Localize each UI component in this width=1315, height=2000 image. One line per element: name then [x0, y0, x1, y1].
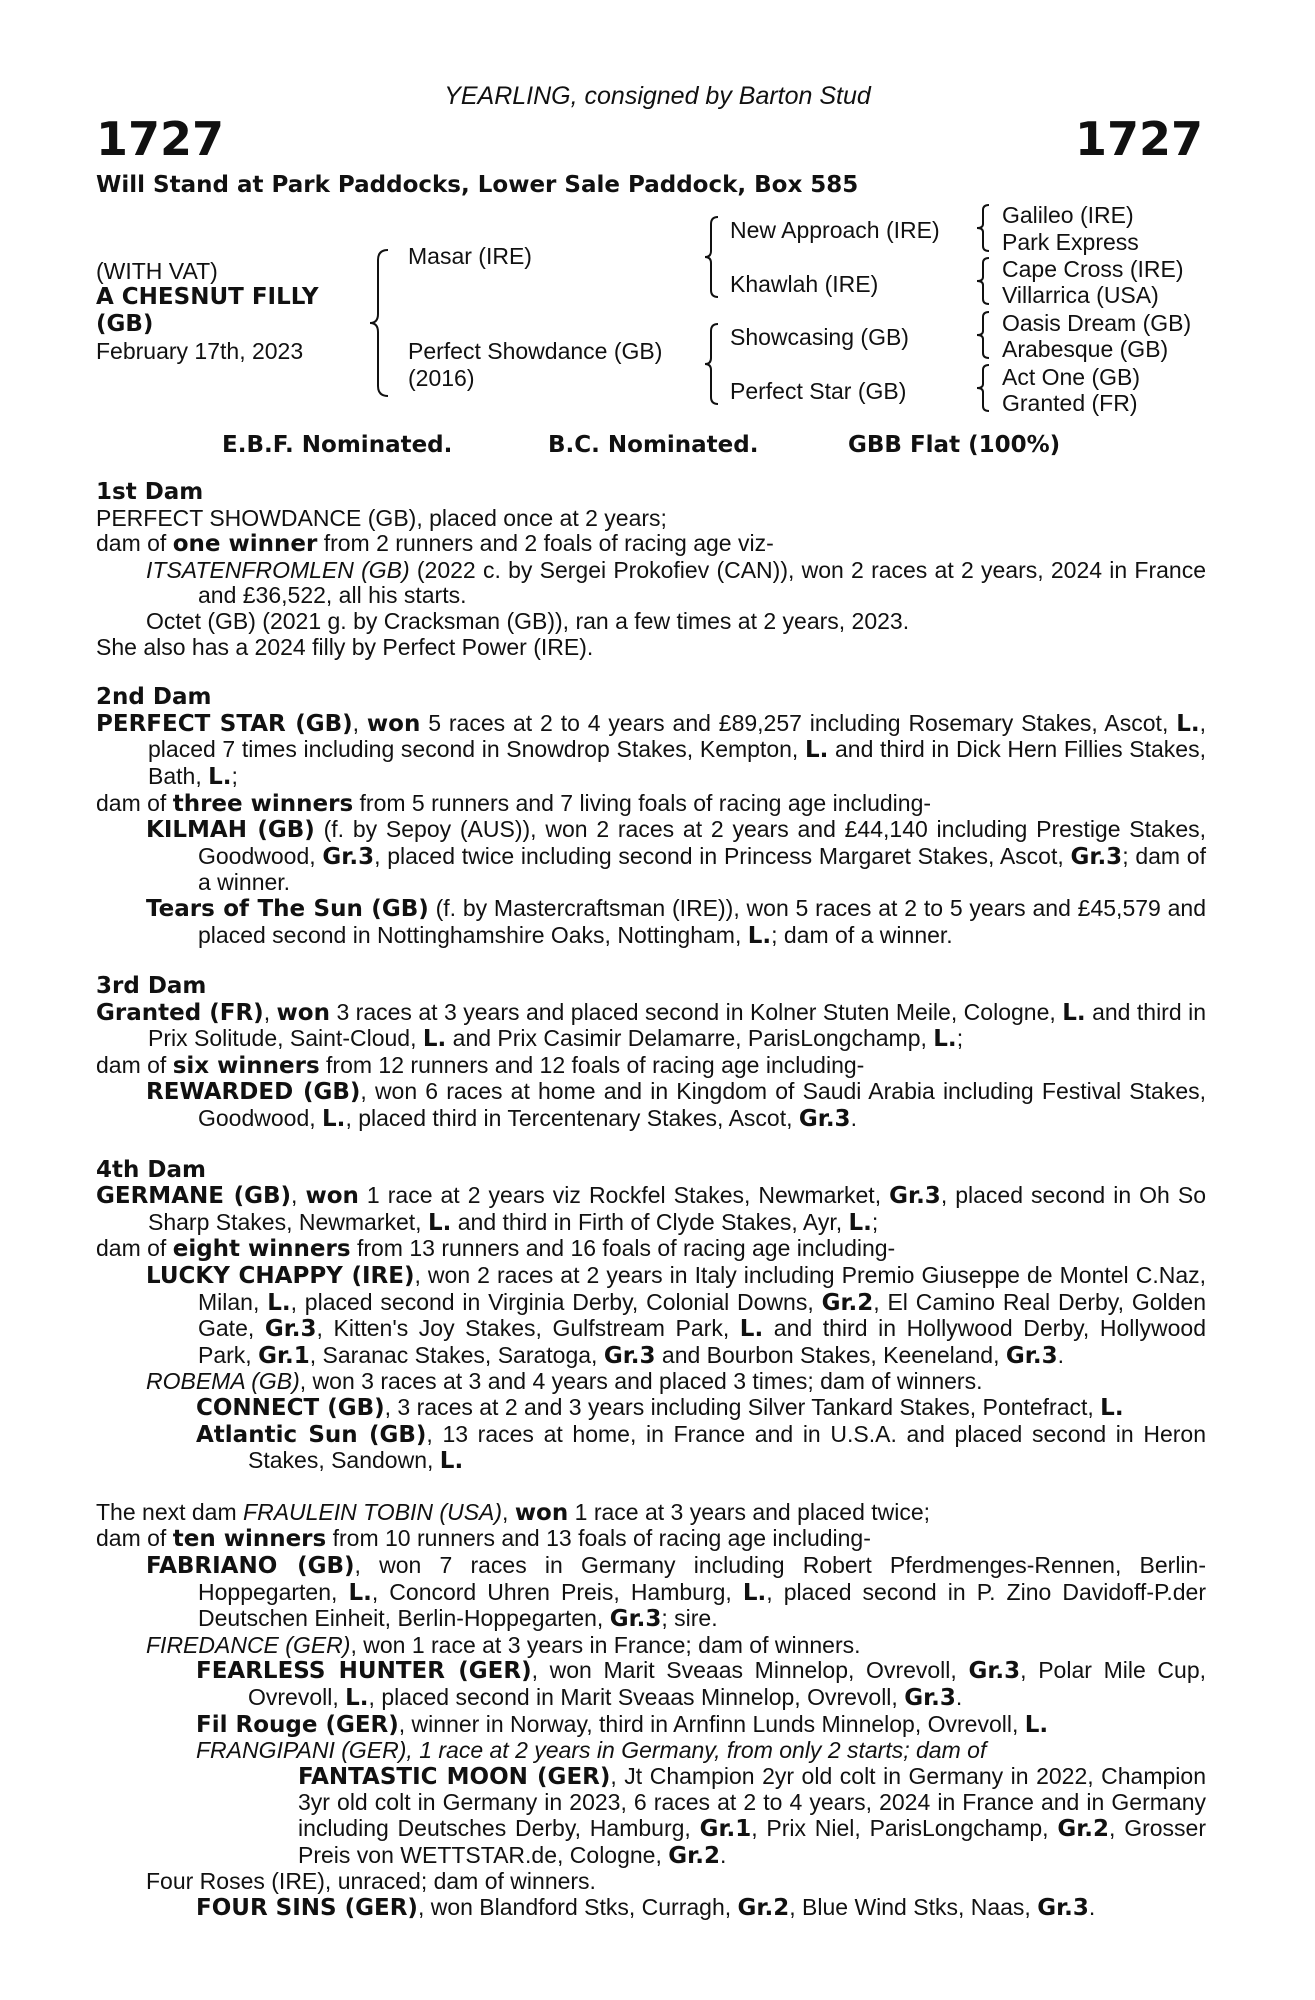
first-dam-entry-1: ITSATENFROMLEN (GB) (2022 c. by Sergei Prokofiev (CAN)), won 2 races at 2 years, 2024 in France and £36,522, all his starts.	[146, 556, 1206, 609]
fourth-dam-entry-2: ROBEMA (GB), won 3 races at 3 and 4 years and placed 3 times; dam of winners.	[146, 1368, 983, 1395]
fourth-dam-entry-4: Atlantic Sun (GB), 13 races at home, in France and in U.S.A. and placed second in Heron Stakes, Sandown, L.	[196, 1420, 1206, 1475]
fourth-dam-section	[96, 1158, 1206, 1475]
third-dam-section	[96, 974, 1206, 1133]
first-dam-summary: PERFECT SHOWDANCE (GB), placed once at 2 years;	[96, 504, 667, 531]
next-dam-section	[96, 1500, 1206, 1922]
first-dam-also: She also has a 2024 filly by Perfect Power (IRE).	[96, 633, 594, 660]
dam-year: (2016)	[408, 365, 475, 391]
catalogue-body	[96, 480, 1206, 1946]
ancestor-1: Galileo (IRE)	[1002, 202, 1134, 228]
second-dam-entry-2: Tears of The Sun (GB) (f. by Mastercraftsman (IRE)), won 5 races at 2 to 5 years and £45,579 and placed second in Nottinghamshire Oaks, Nottingham, L.; dam of a winner.	[146, 894, 1207, 949]
dam-dam-name: Perfect Star (GB)	[730, 378, 907, 404]
lot-subtitle: YEARLING, consigned by Barton Stud	[444, 82, 871, 110]
ancestor-2: Park Express	[1002, 229, 1139, 255]
next-dam-entry-6: FANTASTIC MOON (GER), Jt Champion 2yr old colt in Germany in 2022, Champion 3yr old colt in Germany in 2023, 6 races at 2 to 4 years, 2024 in France and in Germany including Deutsches Derby, Hamburg, Gr.1, Prix Niel, ParisLongchamp, Gr.2, Grosser Preis von WETTSTAR.de, Cologne, Gr.2.	[298, 1762, 1206, 1869]
pedigree-brace-main	[368, 248, 392, 398]
third-dam-heading: 3rd Dam	[96, 973, 207, 1000]
sire-name: Masar (IRE)	[408, 243, 532, 269]
pedigree-brace-g1	[975, 203, 991, 253]
third-dam-produce: dam of six winners from 12 runners and 12 foals of racing age including-	[96, 1051, 865, 1079]
third-dam-entry-1: REWARDED (GB), won 6 races at home and in Kingdom of Saudi Arabia including Festival Stakes, Goodwood, L., placed third in Tercentenary Stakes, Ascot, Gr.3.	[146, 1078, 1206, 1133]
second-dam-heading: 2nd Dam	[96, 684, 212, 711]
ancestor-4: Villarrica (USA)	[1002, 282, 1159, 308]
ancestor-8: Granted (FR)	[1002, 390, 1138, 416]
second-dam-produce: dam of three winners from 5 runners and 7 living foals of racing age including-	[96, 789, 932, 817]
pedigree-brace-g2	[975, 256, 991, 306]
next-dam-entry-2: FIREDANCE (GER), won 1 race at 3 years in France; dam of winners.	[146, 1631, 861, 1658]
foaling-date: February 17th, 2023	[96, 338, 304, 364]
next-dam-entry-7: Four Roses (IRE), unraced; dam of winners.	[146, 1868, 596, 1895]
ancestor-5: Oasis Dream (GB)	[1002, 310, 1192, 336]
first-dam-entry-2: Octet (GB) (2021 g. by Cracksman (GB)), ran a few times at 2 years, 2023.	[146, 607, 910, 634]
lot-number-left: 1727	[96, 112, 225, 166]
second-dam-entry-1: KILMAH (GB) (f. by Sepoy (AUS)), won 2 races at 2 years and £44,140 including Prestige Stakes, Goodwood, Gr.3, placed twice including second in Princess Margaret Stakes, Ascot, Gr.3; dam of a winner.	[146, 816, 1206, 896]
next-dam-produce: dam of ten winners from 10 runners and 13 foals of racing age including-	[96, 1525, 871, 1553]
sire-dam-name: Khawlah (IRE)	[730, 271, 879, 297]
pedigree-brace-dam	[703, 322, 721, 406]
vat-label: (WITH VAT)	[96, 258, 218, 284]
fourth-dam-entry-3: CONNECT (GB), 3 races at 2 and 3 years including Silver Tankard Stakes, Pontefract, L.	[196, 1394, 1124, 1421]
third-dam-summary: Granted (FR), won 3 races at 3 years and placed second in Kolner Stuten Meile, Cologne, L. and third in Prix Solitude, Saint-Cloud, L. and Prix Casimir Delamarre, ParisLongchamp, L.;	[96, 998, 1206, 1053]
ancestor-3: Cape Cross (IRE)	[1002, 256, 1184, 282]
next-dam-entry-8: FOUR SINS (GER), won Blandford Stks, Curragh, Gr.2, Blue Wind Stks, Naas, Gr.3.	[196, 1893, 1096, 1921]
ebf-nominated: E.B.F. Nominated.	[222, 432, 453, 458]
fourth-dam-heading: 4th Dam	[96, 1156, 206, 1183]
bc-nominated: B.C. Nominated.	[548, 432, 759, 458]
first-dam-heading: 1st Dam	[96, 479, 204, 505]
next-dam-entry-1: FABRIANO (GB), won 7 races in Germany including Robert Pferdmenges-Rennen, Berlin-Hoppegarten, L., Concord Uhren Preis, Hamburg, L., placed second in P. Zino Davidoff-P.der Deutschen Einheit, Berlin-Hoppegarten, Gr.3; sire.	[146, 1551, 1206, 1633]
pedigree-brace-g3	[975, 310, 991, 360]
first-dam-section	[96, 480, 1206, 660]
ancestor-6: Arabesque (GB)	[1002, 336, 1169, 362]
next-dam-entry-5: FRANGIPANI (GER), 1 race at 2 years in Germany, from only 2 starts; dam of	[196, 1737, 987, 1764]
next-dam-summary: The next dam FRAULEIN TOBIN (USA), won 1 race at 3 years and placed twice;	[96, 1498, 931, 1526]
pedigree-brace-sire	[703, 215, 721, 299]
lot-number-right: 1727	[1074, 112, 1203, 166]
first-dam-produce: dam of one winner from 2 runners and 2 foals of racing age viz-	[96, 530, 774, 558]
next-dam-entry-4: Fil Rouge (GER), winner in Norway, third in Arnfinn Lunds Minnelop, Ovrevoll, L.	[196, 1710, 1049, 1738]
ancestor-7: Act One (GB)	[1002, 364, 1141, 390]
second-dam-section	[96, 685, 1206, 949]
stand-location: Will Stand at Park Paddocks, Lower Sale Paddock, Box 585	[96, 172, 859, 198]
horse-name-line1: A CHESNUT FILLY	[96, 284, 319, 310]
horse-name-line2: (GB)	[96, 311, 154, 337]
fourth-dam-summary: GERMANE (GB), won 1 race at 2 years viz Rockfel Stakes, Newmarket, Gr.3, placed second in Oh So Sharp Stakes, Newmarket, L. and third in Firth of Clyde Stakes, Ayr, L.;	[96, 1182, 1206, 1236]
sire-sire-name: New Approach (IRE)	[730, 217, 940, 243]
gbb-flat: GBB Flat (100%)	[848, 432, 1061, 458]
second-dam-summary: PERFECT STAR (GB), won 5 races at 2 to 4 years and £89,257 including Rosemary Stakes, Ascot, L., placed 7 times including second in Snowdrop Stakes, Kempton, L. and third in Dick Hern Fillies Stakes, Bath, L.;	[96, 709, 1206, 790]
pedigree-brace-g4	[975, 363, 991, 413]
fourth-dam-produce: dam of eight winners from 13 runners and 16 foals of racing age including-	[96, 1235, 896, 1263]
fourth-dam-entry-1: LUCKY CHAPPY (IRE), won 2 races at 2 years in Italy including Premio Giuseppe de Montel C.Naz, Milan, L., placed second in Virginia Derby, Colonial Downs, Gr.2, El Camino Real Derby, Golden Gate, Gr.3, Kitten's Joy Stakes, Gulfstream Park, L. and third in Hollywood Derby, Hollywood Park, Gr.1, Saranac Stakes, Saratoga, Gr.3 and Bourbon Stakes, Keeneland, Gr.3.	[146, 1262, 1207, 1369]
dam-sire-name: Showcasing (GB)	[730, 324, 909, 350]
next-dam-entry-3: FEARLESS HUNTER (GER), won Marit Sveaas Minnelop, Ovrevoll, Gr.3, Polar Mile Cup, Ovrevoll, L., placed second in Marit Sveaas Minnelop, Ovrevoll, Gr.3.	[196, 1657, 1206, 1711]
dam-name: Perfect Showdance (GB)	[408, 338, 663, 364]
